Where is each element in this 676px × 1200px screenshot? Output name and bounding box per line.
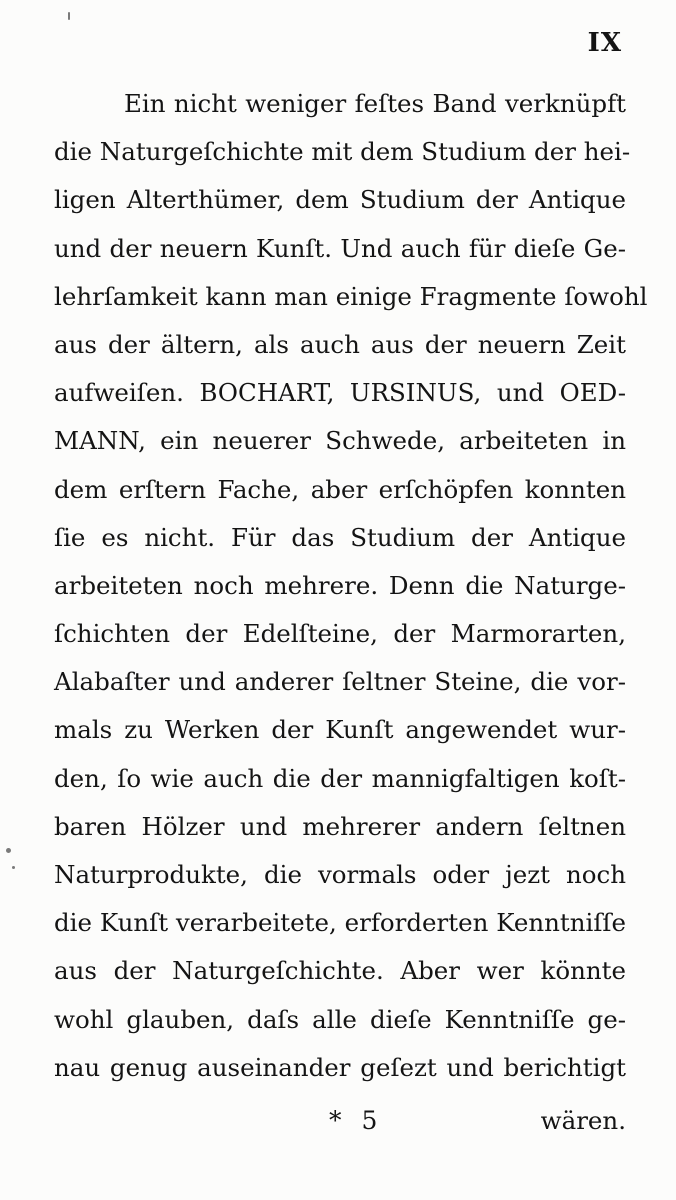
text-line: aus der Naturgeſchichte. Aber wer könnte	[54, 956, 626, 986]
text-line: aufweiſen. BOCHART, URSINUS, und OED-	[54, 378, 626, 408]
text-line: Ein nicht weniger feſtes Band verknüpft	[124, 89, 626, 118]
text-line: arbeiteten noch mehrere. Denn die Naturge-	[54, 570, 626, 600]
text-line: den, ſo wie auch die der mannigfaltigen koſt-	[54, 763, 626, 793]
print-speck	[6, 848, 11, 853]
text-line: die Kunſt verarbeitete, erforderten Kenntniſſe	[54, 908, 626, 938]
text-line: ſchichten der Edelſteine, der Marmorarten,	[54, 619, 626, 649]
text-line: dem erſtern Fache, aber erſchöpfen konnten	[54, 474, 626, 504]
text-line: Alabaſter und anderer ſeltner Steine, die vor-	[54, 667, 626, 697]
text-line: wohl glauben, daſs alle dieſe Kenntniſſe ge-	[54, 1004, 626, 1034]
text-line: MANN, ein neuerer Schwede, arbeiteten in	[54, 426, 626, 456]
text-line: aus der ältern, als auch aus der neuern Zeit	[54, 329, 626, 359]
text-line: mals zu Werken der Kunſt angewendet wur-	[54, 715, 626, 745]
text-line: und der neuern Kunſt. Und auch für dieſe Ge-	[54, 233, 626, 263]
text-line: ſie es nicht. Für das Studium der Antique	[54, 522, 626, 552]
print-speck	[68, 12, 70, 20]
text-line: die Naturgeſchichte mit dem Studium der hei-	[54, 137, 631, 167]
text-line: ligen Alterthümer, dem Studium der Antique	[54, 185, 626, 215]
text-body	[54, 80, 648, 1092]
page-footer	[54, 1106, 626, 1146]
text-line: baren Hölzer und mehrerer andern ſeltnen	[54, 811, 626, 841]
print-speck	[12, 866, 15, 869]
signature-mark: * 5	[329, 1106, 384, 1135]
catchword: wären.	[540, 1106, 626, 1135]
text-line: Naturprodukte, die vormals oder jezt noch	[54, 860, 626, 889]
text-line: nau genug auseinander geſezt und berichtigt	[54, 1052, 626, 1082]
text-line: lehrſamkeit kann man einige Fragmente ſowohl	[54, 281, 648, 311]
page-number: IX	[587, 28, 622, 58]
